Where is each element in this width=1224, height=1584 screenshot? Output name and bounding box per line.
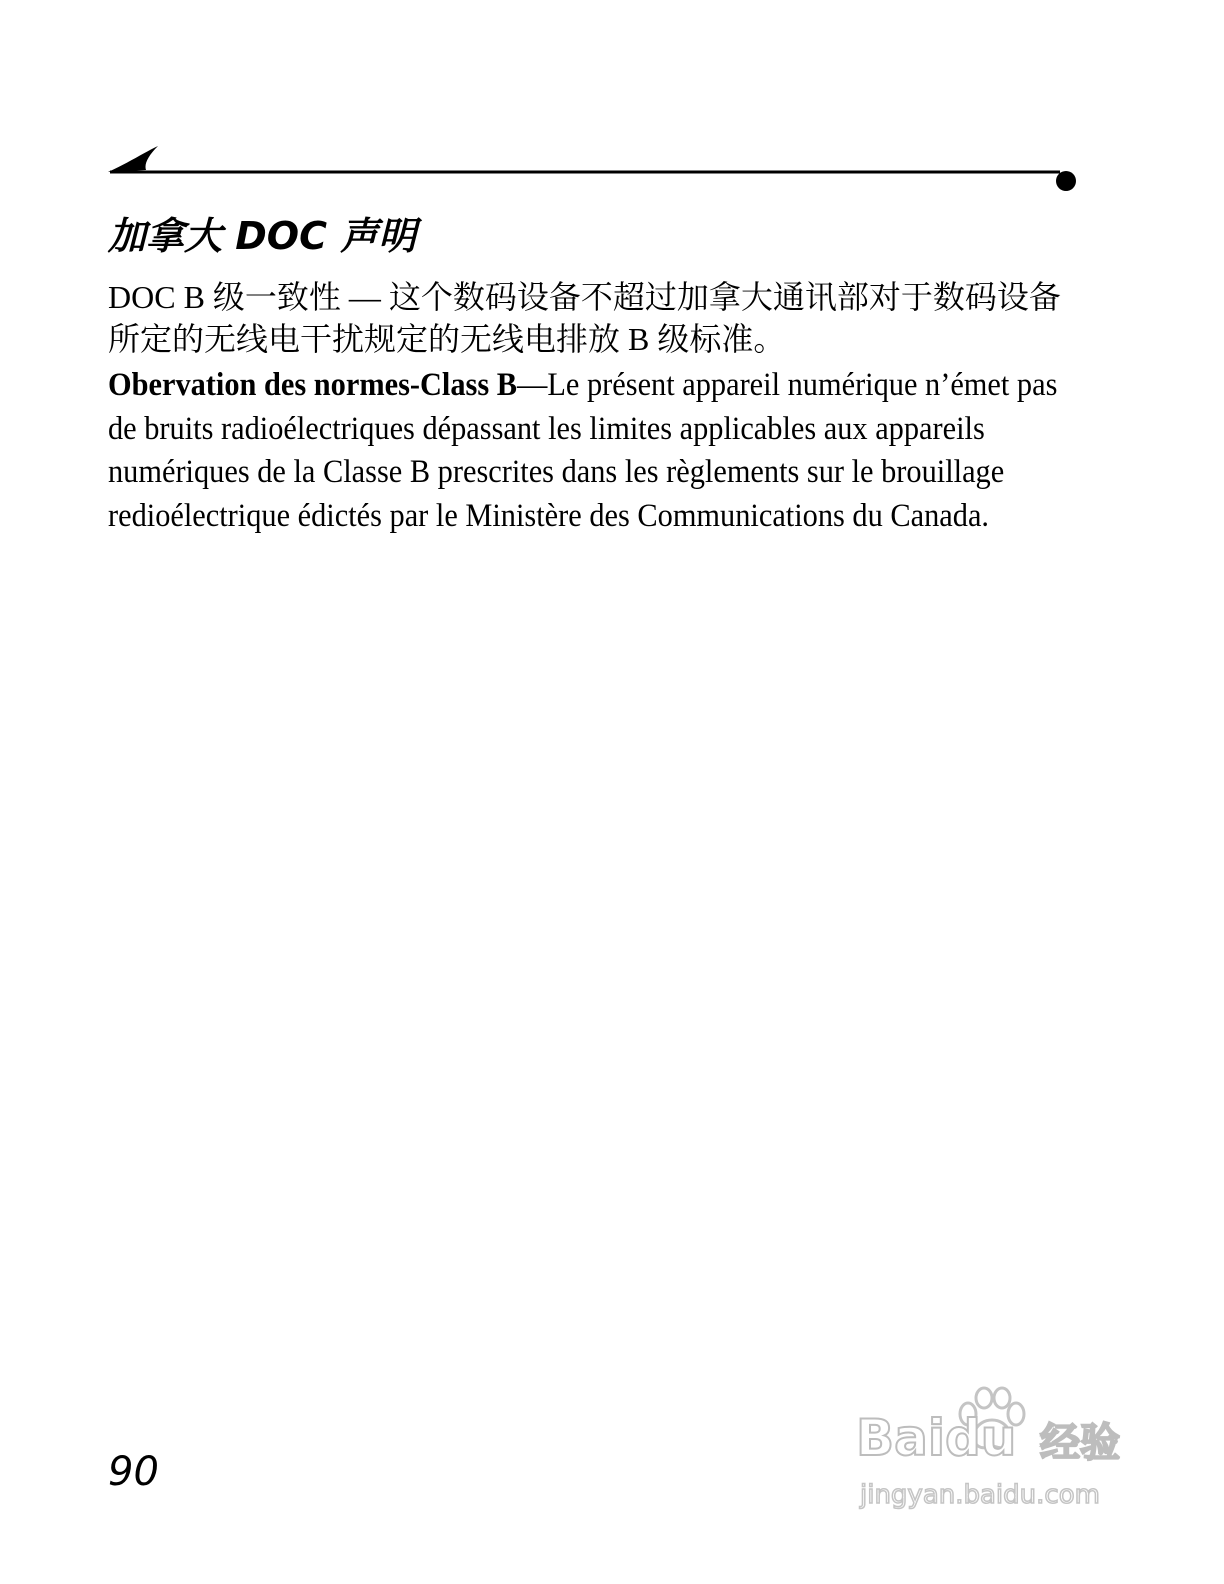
doc-statement-chinese: DOC B 级一致性 — 这个数码设备不超过加拿大通讯部对于数码设备所定的无线电干扰规定的无线电排放 B 级标准。: [108, 279, 1061, 357]
section-heading: 加拿大 DOC 声明: [108, 214, 417, 258]
french-statement-body: —Le présent appareil numérique n’émet pas de bruits radioélectriques dépassant les limites applicables aux appareils numériques de la Classe B prescrites dans les règlements sur le brouillage redioélectrique édictés par le Ministère des Communications du Canada.: [108, 367, 1058, 534]
watermark-suffix: 经验: [1040, 1420, 1120, 1466]
arrow-tip-icon: [108, 146, 158, 172]
french-statement-lead: Obervation des normes-Class B: [108, 367, 518, 403]
watermark-brand: Baidu: [856, 1409, 1017, 1467]
doc-statement-french: [108, 364, 1065, 538]
header-rule: [100, 140, 1090, 200]
baidu-watermark: [856, 1386, 1146, 1526]
rule-end-dot: [1056, 171, 1076, 191]
page-number: 90: [108, 1449, 159, 1495]
watermark-url: jingyan.baidu.com: [860, 1480, 1100, 1510]
